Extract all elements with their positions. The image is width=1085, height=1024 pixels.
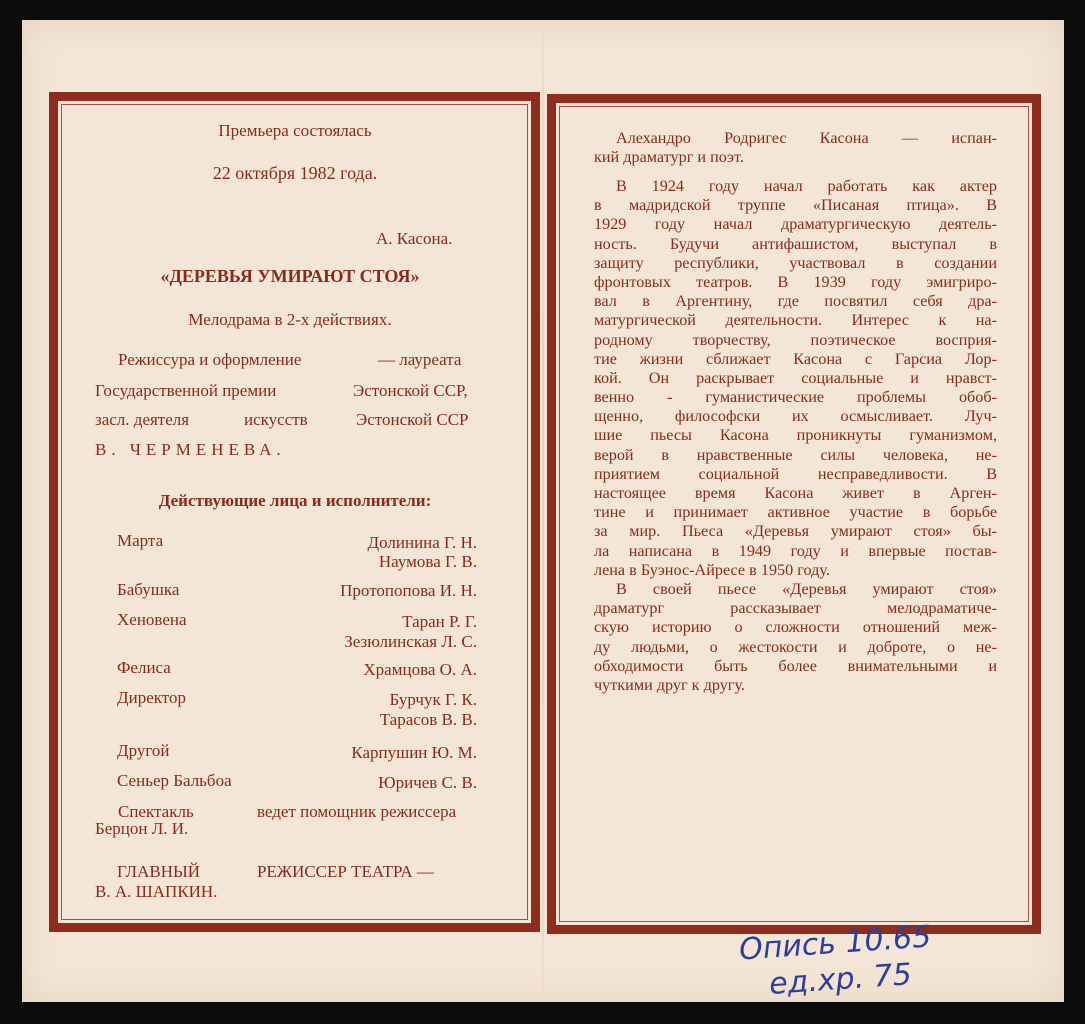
text-line: Алехандро Родригес Касона — испан-	[616, 129, 997, 147]
cast-actor: Протопопова И. Н.	[340, 581, 477, 600]
cast-role: Сеньер Бальбоа	[117, 771, 232, 790]
text-line: кой. Он раскрывает социальные и нравст-	[594, 368, 997, 387]
stage-manager-line1-b: ведет помощник режиссера	[257, 802, 457, 821]
cast-actor: Тарасов В. В.	[379, 710, 477, 729]
bio-paragraph-3	[594, 580, 997, 695]
text-line: ла написана в 1949 году и впервые постав-	[594, 541, 997, 560]
text-line: В 1924 году начал работать как актер	[616, 177, 997, 195]
direction-line2-b: Эстонской ССР,	[353, 381, 468, 400]
text-line: В своей пьесе «Деревья умирают стоя»	[616, 580, 997, 598]
text-line: вал в Аргентину, где посвятил себя дра-	[594, 292, 997, 311]
cast-actor: Юричев С. В.	[378, 773, 477, 792]
cast-role: Другой	[117, 741, 170, 760]
text-line: венно - гуманистические проблемы обоб-	[594, 388, 997, 407]
text-line: фронтовых театров. В 1939 году эмигриро-	[594, 272, 997, 291]
direction-line3-a: засл. деятеля	[95, 410, 190, 429]
cast-actor: Зезюлинская Л. С.	[344, 632, 477, 651]
text-line: в мадридской труппе «Писаная птица». В	[594, 196, 997, 215]
chief-director-name: В. А. ШАПКИН.	[95, 882, 218, 901]
direction-line1-b: — лауреата	[378, 350, 462, 369]
stage-manager-line2: Берцон Л. И.	[95, 819, 189, 838]
direction-line3-c: Эстонской ССР	[356, 410, 469, 429]
cast-actor: Таран Р. Г.	[402, 612, 477, 631]
text-line: верой в нравственные силы человека, не-	[594, 445, 997, 464]
direction-line2-a: Государственной премии	[95, 381, 277, 400]
text-line: 1929 году начал драматургическую деятель-	[594, 215, 997, 234]
archive-note-line1: Опись 10.65	[738, 919, 933, 968]
text-line: тие жизни сближает Касона с Гарсиа Лор-	[594, 349, 997, 368]
center-fold	[542, 20, 544, 1002]
stage-manager-line1-a: Спектакль	[118, 802, 194, 821]
text-line: драматург рассказывает мелодраматиче-	[594, 599, 997, 618]
director-name: В. ЧЕРМЕНЕВА.	[95, 440, 286, 459]
cast-role: Хеновена	[117, 610, 187, 629]
cast-actor: Наумова Г. В.	[378, 552, 477, 571]
text-line: обходимости быть более внимательными и	[594, 656, 997, 675]
text-line: матургической деятельности. Интерес к на-	[594, 311, 997, 330]
text-line: щенно, философски их осмысливает. Луч-	[594, 407, 997, 426]
text-line: защиту республики, участвовал в создании	[594, 253, 997, 272]
text-line: приятием социальной несправедливости. В	[594, 464, 997, 483]
chief-director-line1-b: РЕЖИССЕР ТЕАТРА —	[257, 862, 434, 881]
text-line: скую историю о сложности отношений меж-	[594, 618, 997, 637]
archive-note	[735, 919, 1035, 1004]
text-line: кий драматург и поэт.	[594, 148, 744, 167]
text-line: родному творчеству, поэтическое восприя-	[594, 330, 997, 349]
cast-actor: Долинина Г. Н.	[367, 533, 477, 552]
cast-role: Фелиса	[117, 658, 171, 677]
cast-actor: Бурчук Г. К.	[389, 690, 477, 709]
play-author: А. Касона.	[376, 229, 453, 248]
cast-role: Бабушка	[117, 580, 180, 599]
cast-role: Директор	[117, 688, 186, 707]
text-line: ность. Будучи антифашистом, выступал в	[594, 234, 997, 253]
chief-director-line1-a: ГЛАВНЫЙ	[117, 862, 201, 881]
direction-line1-a: Режиссура и оформление	[118, 350, 302, 369]
premiere-line1: Премьера состоялась	[218, 121, 372, 140]
text-line: лена в Буэнос-Айресе в 1950 году.	[594, 560, 830, 579]
text-line: настоящее время Касона живет в Арген-	[594, 484, 997, 502]
text-line: чуткими друг к другу.	[594, 675, 745, 694]
bio-paragraph-1	[594, 129, 997, 167]
cast-role: Марта	[117, 531, 164, 550]
bio-paragraph-2	[594, 177, 997, 580]
cast-heading: Действующие лица и исполнители:	[158, 491, 432, 510]
premiere-date: 22 октября 1982 года.	[212, 163, 378, 183]
cast-actor: Храмцова О. А.	[363, 660, 477, 679]
text-line: тине и принимает активное участие в борьбе	[594, 503, 997, 522]
cast-actor: Карпушин Ю. М.	[351, 743, 477, 762]
archive-note-line2: ед.хр. 75	[767, 957, 913, 1002]
text-line: ду людьми, о жестокости и доброте, о не-	[594, 637, 997, 656]
direction-line3-b: искусств	[244, 410, 308, 429]
text-line: за мир. Пьеса «Деревья умирают стоя» бы-	[594, 522, 997, 541]
play-genre: Мелодрама в 2-х действиях.	[188, 310, 392, 329]
text-line: шие пьесы Касона проникнуты гуманизмом,	[594, 426, 997, 445]
play-title: «ДЕРЕВЬЯ УМИРАЮТ СТОЯ»	[160, 266, 420, 286]
